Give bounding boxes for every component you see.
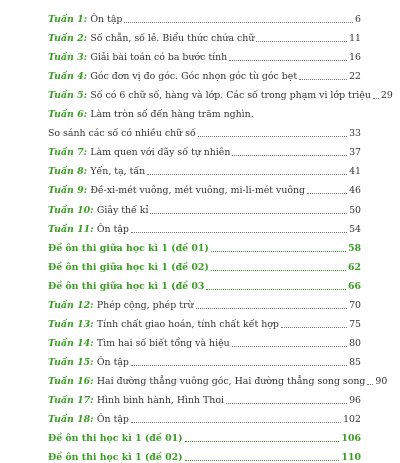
toc-dot-leader — [211, 250, 346, 252]
toc-entry-label — [48, 338, 230, 349]
toc-entry-exam[interactable] — [48, 235, 361, 254]
toc-entry-title: Tìm hai số biết tổng và hiệu — [96, 337, 230, 349]
toc-week-separator: : — [83, 71, 91, 83]
toc-dot-leader — [185, 440, 340, 442]
toc-entry-label — [48, 300, 194, 311]
toc-page-number: 106 — [341, 433, 361, 445]
toc-week-label: Tuần 11 — [48, 223, 91, 235]
toc-entry-exam[interactable] — [48, 273, 361, 292]
toc-entry-label — [48, 185, 305, 196]
toc-entry-label — [48, 71, 297, 82]
toc-entry[interactable] — [48, 311, 361, 330]
toc-dot-leader — [373, 97, 379, 99]
toc-dot-leader — [198, 135, 347, 137]
toc-entry[interactable] — [48, 196, 361, 215]
toc-entry-label — [48, 243, 209, 254]
toc-entry[interactable] — [48, 82, 393, 102]
toc-entry-title: Giải bài toán có ba bước tính — [90, 52, 228, 64]
toc-entry[interactable] — [48, 406, 361, 425]
toc-week-label: Tuần 4 — [48, 71, 84, 83]
toc-entry[interactable] — [48, 349, 361, 368]
toc-entry-title: Đề ôn thi giữa học kì 1 (đề 02) — [48, 261, 209, 273]
toc-page-number: 54 — [349, 223, 361, 235]
toc-week-label: Tuần 8 — [48, 166, 84, 178]
toc-dot-leader — [150, 212, 347, 214]
toc-entry-label — [48, 52, 227, 63]
toc-entry-title: Ôn tập — [96, 356, 129, 368]
toc-entry-label — [48, 128, 196, 139]
toc-entry-label — [48, 109, 254, 120]
toc-entry[interactable] — [48, 25, 361, 44]
toc-page-number: 33 — [349, 128, 361, 140]
toc-dot-leader — [185, 459, 340, 461]
toc-week-separator: : — [90, 223, 97, 235]
toc-entry-title: Số có 6 chữ số, hàng và lớp. Các số trong phạm vi lớp triệu — [90, 90, 371, 102]
toc-week-separator: : — [83, 33, 91, 45]
toc-entry-title: Số chẵn, số lẻ. Biểu thức chứa chữ — [90, 33, 255, 45]
toc-week-label: Tuần 3 — [48, 52, 84, 64]
toc-entry-label — [48, 357, 129, 368]
toc-page-number: 75 — [349, 318, 361, 330]
toc-entry-title: Giây thế kỉ — [96, 204, 149, 216]
toc-entry[interactable] — [48, 44, 361, 63]
toc-page-number: 16 — [349, 52, 361, 64]
toc-entry[interactable] — [48, 387, 361, 406]
toc-entry-label — [48, 319, 279, 330]
toc-page-number: 46 — [349, 185, 361, 197]
toc-week-label: Tuần 2 — [48, 33, 84, 45]
toc-page-number: 58 — [347, 242, 361, 254]
toc-entry-title: Đề ôn thi học kì 1 (đề 02) — [48, 452, 183, 463]
toc-week-label: Tuần 13 — [48, 318, 91, 330]
toc-dot-leader — [206, 288, 346, 290]
toc-entry-title: So sánh các số có nhiều chữ số — [48, 128, 196, 140]
toc-entry[interactable] — [48, 330, 361, 349]
toc-page-number: 29 — [380, 90, 393, 102]
toc-entry-label — [48, 395, 224, 406]
toc-entry-label — [48, 452, 183, 463]
table-of-contents — [48, 6, 393, 463]
toc-entry[interactable] — [48, 292, 361, 311]
toc-page-number: 22 — [349, 71, 361, 83]
toc-entry-label — [48, 433, 183, 444]
toc-entry-title: Làm quen với dãy số tự nhiên — [90, 147, 231, 159]
toc-dot-leader — [256, 117, 359, 118]
toc-dot-leader — [131, 364, 347, 366]
toc-entry-title: Ôn tập — [96, 223, 129, 235]
toc-dot-leader — [232, 345, 347, 347]
toc-entry-exam[interactable] — [48, 444, 361, 463]
toc-week-separator: : — [83, 147, 91, 159]
toc-week-separator: : — [83, 166, 91, 178]
toc-entry-label — [48, 33, 254, 44]
toc-week-label: Tuần 9 — [48, 185, 84, 197]
toc-dot-leader — [131, 421, 341, 423]
toc-week-label: Tuần 7 — [48, 147, 84, 159]
toc-page-number: 50 — [349, 204, 361, 216]
toc-entry[interactable] — [48, 120, 361, 139]
toc-week-label: Tuần 14 — [48, 337, 91, 349]
toc-entry-exam[interactable] — [48, 254, 361, 273]
toc-entry[interactable] — [48, 368, 388, 387]
toc-week-label: Tuần 5 — [48, 90, 84, 102]
toc-entry[interactable] — [48, 139, 361, 158]
toc-week-separator: : — [90, 299, 97, 311]
toc-entry[interactable] — [48, 63, 361, 82]
toc-entry-title: Tính chất giao hoán, tính chất kết hợp — [96, 318, 279, 330]
toc-week-separator: : — [83, 109, 91, 121]
toc-entry-title: Yến, tạ, tấn — [90, 166, 146, 178]
toc-page-number: 85 — [349, 356, 361, 368]
toc-week-separator: : — [90, 375, 97, 387]
toc-entry-label — [48, 224, 129, 235]
toc-week-label: Tuần 18 — [48, 414, 91, 426]
toc-entry-title: Ôn tập — [96, 414, 129, 426]
toc-page-number: 66 — [347, 280, 361, 292]
toc-page-number: 70 — [349, 299, 361, 311]
toc-week-label: Tuần 6 — [48, 109, 84, 121]
toc-week-label: Tuần 15 — [48, 356, 91, 368]
toc-week-label: Tuần 17 — [48, 394, 91, 406]
toc-page-number: 80 — [349, 337, 361, 349]
toc-entry-title: Hình bình hành, Hình Thoi — [96, 394, 224, 406]
toc-page-number: 37 — [349, 147, 361, 159]
toc-page-number: 110 — [341, 452, 361, 463]
toc-dot-leader — [147, 173, 347, 175]
toc-dot-leader — [232, 154, 347, 156]
toc-week-separator: : — [90, 356, 97, 368]
toc-entry-title: Góc đơn vị đo góc. Góc nhọn góc tù góc bẹt — [90, 71, 298, 83]
toc-entry-label — [48, 205, 148, 216]
toc-page-number: 62 — [347, 261, 361, 273]
toc-page-number: 102 — [343, 414, 361, 426]
toc-entry-label — [48, 147, 230, 158]
toc-entry-label — [48, 90, 371, 101]
toc-entry-title: Làm tròn số đến hàng trăm nghìn. — [90, 109, 254, 121]
toc-entry-label — [48, 14, 122, 25]
toc-entry-title: Đề ôn thi học kì 1 (đề 01) — [48, 433, 183, 445]
toc-entry-label — [48, 281, 204, 292]
toc-entry-title: Ôn tập — [90, 14, 123, 26]
toc-dot-leader — [226, 402, 347, 404]
toc-week-label: Tuần 12 — [48, 299, 91, 311]
toc-week-separator: : — [83, 185, 91, 197]
toc-entry[interactable] — [48, 6, 361, 25]
toc-dot-leader — [281, 326, 347, 328]
toc-entry-label — [48, 166, 145, 177]
toc-entry[interactable] — [48, 158, 361, 177]
toc-week-separator: : — [90, 318, 97, 330]
toc-entry[interactable] — [48, 177, 361, 196]
toc-dot-leader — [124, 21, 353, 23]
toc-dot-leader — [131, 231, 347, 233]
toc-week-label: Tuần 10 — [48, 204, 91, 216]
toc-page-number: 6 — [355, 14, 361, 26]
toc-entry-label — [48, 414, 129, 425]
toc-entry-exam[interactable] — [48, 425, 361, 444]
toc-entry-label — [48, 262, 209, 273]
toc-week-separator: : — [83, 90, 91, 102]
toc-week-separator: : — [90, 394, 97, 406]
toc-page-number: 96 — [349, 394, 361, 406]
toc-week-separator: : — [90, 414, 97, 426]
toc-week-label: Tuần 16 — [48, 375, 91, 387]
toc-entry-title: Hai đường thẳng vuông góc, Hai đường thẳng song song — [96, 375, 366, 387]
toc-week-separator: : — [90, 337, 97, 349]
toc-week-separator: : — [83, 14, 91, 26]
toc-week-separator: : — [90, 204, 97, 216]
toc-page-number: 11 — [349, 33, 361, 45]
toc-entry-title: Đề-xi-mét vuông, mét vuông, mi-li-mét vuông — [90, 185, 306, 197]
toc-entry[interactable] — [48, 216, 361, 235]
toc-entry-title: Phép cộng, phép trừ — [96, 299, 194, 311]
toc-dot-leader — [211, 269, 346, 271]
toc-entry-title: Đề ôn thi giữa học kì 1 (đề 03 — [48, 280, 205, 292]
toc-page-number: 90 — [375, 375, 388, 387]
toc-dot-leader — [196, 307, 348, 309]
toc-week-label: Tuần 1 — [48, 14, 84, 26]
toc-dot-leader — [256, 40, 347, 42]
toc-dot-leader — [229, 59, 347, 61]
toc-entry[interactable] — [48, 101, 361, 120]
toc-week-separator: : — [83, 52, 91, 64]
toc-dot-leader — [367, 383, 373, 385]
toc-dot-leader — [299, 78, 347, 80]
toc-entry-title: Đề ôn thi giữa học kì 1 (đề 01) — [48, 242, 209, 254]
toc-entry-label — [48, 376, 365, 387]
toc-page-number: 41 — [349, 166, 361, 178]
toc-dot-leader — [307, 192, 347, 194]
